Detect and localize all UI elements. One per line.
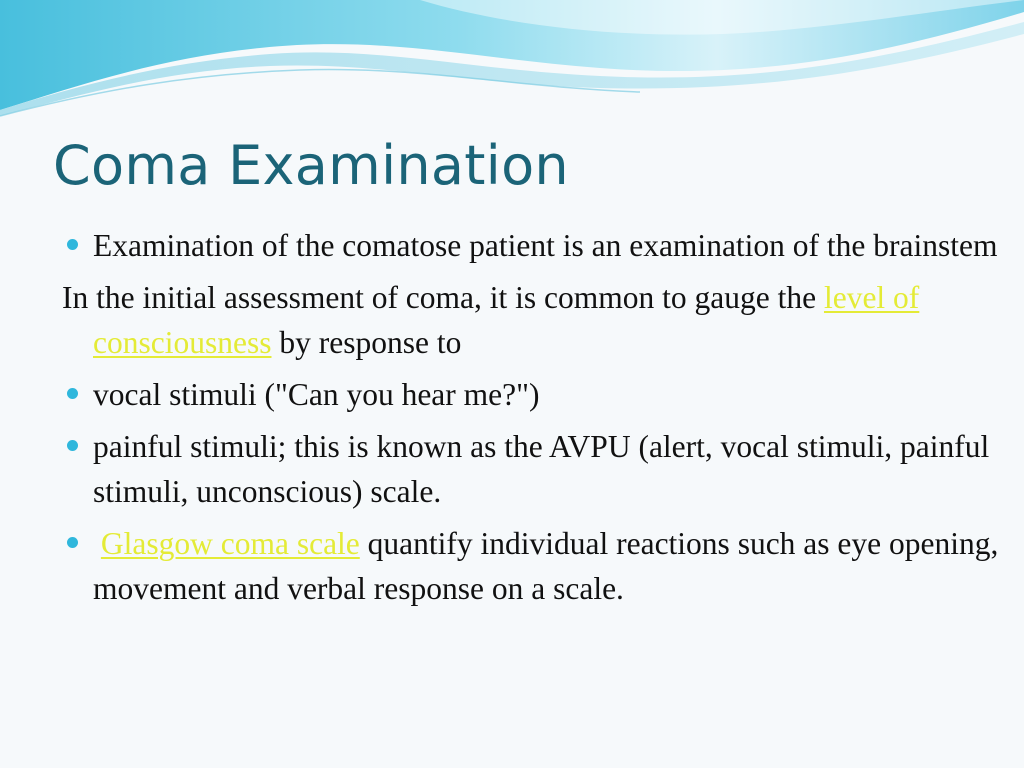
bullet-icon <box>67 440 78 451</box>
paragraph-text-before: In the initial assessment of coma, it is common to gauge the <box>62 280 824 315</box>
slide-body <box>62 223 1012 618</box>
bullet-text: painful stimuli; this is known as the AVPU (alert, vocal stimuli, painful stimuli, unconscious) scale. <box>93 429 990 509</box>
bullet-item <box>62 521 1012 611</box>
paragraph-text-after: by response to <box>271 325 462 360</box>
bullet-text: Examination of the comatose patient is an examination of the brainstem <box>93 228 998 263</box>
bullet-icon <box>67 239 78 250</box>
bullet-item <box>62 424 1012 514</box>
level-of-consciousness-link[interactable]: level of consciousness <box>93 280 920 360</box>
paragraph <box>62 275 1012 365</box>
bullet-icon <box>67 388 78 399</box>
glasgow-coma-scale-link[interactable]: Glasgow coma scale <box>100 526 360 561</box>
bullet-item <box>62 372 1012 417</box>
bullet-icon <box>67 537 78 548</box>
header-wave-decoration <box>0 0 1024 130</box>
bullet-text: vocal stimuli ("Can you hear me?") <box>93 377 540 412</box>
bullet-item <box>62 223 1012 268</box>
bullet-text: quantify individual reactions such as eye opening, movement and verbal response on a scale. <box>93 526 999 606</box>
slide-title: Coma Examination <box>53 134 569 197</box>
